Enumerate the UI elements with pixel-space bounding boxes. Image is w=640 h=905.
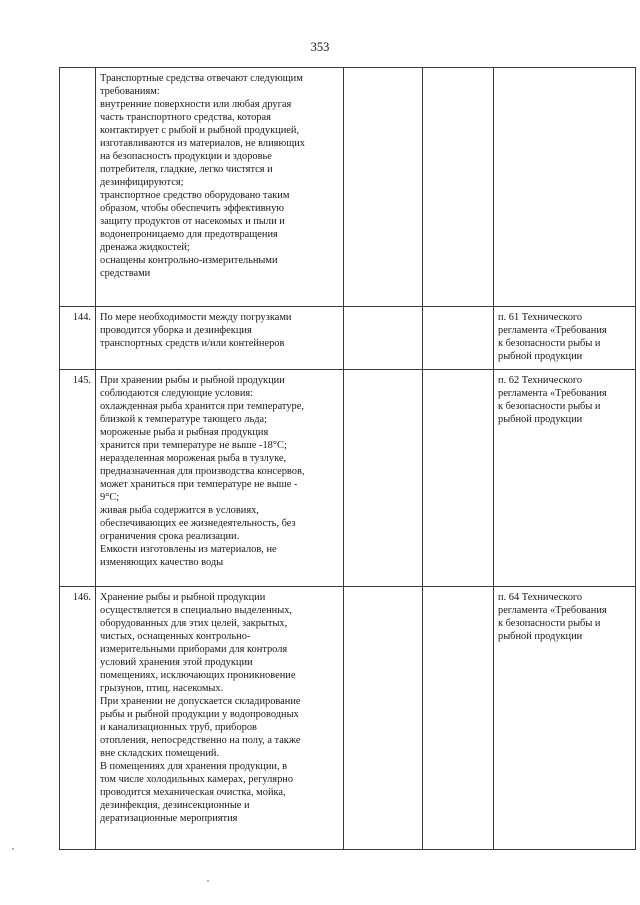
requirement-line: чистых, оснащенных контрольно- bbox=[100, 631, 251, 642]
row-number: 145. bbox=[60, 370, 96, 587]
table-row bbox=[60, 307, 636, 370]
requirement-line: 9°С; bbox=[100, 492, 120, 503]
requirement-line: В помещениях для хранения продукции, в bbox=[100, 761, 288, 772]
requirement-line: требованиям: bbox=[100, 86, 160, 97]
requirement-line: живая рыба содержится в условиях, bbox=[100, 505, 259, 516]
reference-line: регламента «Требования bbox=[498, 605, 607, 616]
requirement-line: Емкости изготовлены из материалов, не bbox=[100, 544, 277, 555]
requirement-line: помещениях, исключающих проникновение bbox=[100, 670, 296, 681]
requirement-line: обеспечивающих ее жизнедеятельность, без bbox=[100, 518, 296, 529]
scan-speck bbox=[207, 880, 209, 882]
reference-line: к безопасности рыбы и bbox=[498, 338, 601, 349]
row-number: 146. bbox=[60, 587, 96, 850]
requirement-line: Хранение рыбы и рыбной продукции bbox=[100, 592, 266, 603]
reference-line: рыбной продукции bbox=[498, 631, 583, 642]
requirement-line: транспортных средств и/или контейнеров bbox=[100, 338, 285, 349]
empty-cell bbox=[423, 587, 494, 850]
requirement-line: ограничения срока реализации. bbox=[100, 531, 240, 542]
reference-line: рыбной продукции bbox=[498, 351, 583, 362]
empty-cell bbox=[344, 587, 423, 850]
requirement-line: охлажденная рыба хранится при температуре, bbox=[100, 401, 304, 412]
requirement-line: По мере необходимости между погрузками bbox=[100, 312, 292, 323]
requirement-line: образом, чтобы обеспечить эффективную bbox=[100, 203, 285, 214]
requirement-line: осуществляется в специально выделенных, bbox=[100, 605, 293, 616]
requirement-line: измерительными приборами для контроля bbox=[100, 644, 288, 655]
requirement-line: грызунов, птиц, насекомых. bbox=[100, 683, 224, 694]
requirement-line: изменяющих качество воды bbox=[100, 557, 224, 568]
requirement-line: хранится при температуре не выше -18°С; bbox=[100, 440, 287, 451]
empty-cell bbox=[344, 307, 423, 370]
table-row bbox=[60, 587, 636, 850]
reference-line: к безопасности рыбы и bbox=[498, 401, 601, 412]
requirement-line: отопления, непосредственно на полу, а также bbox=[100, 735, 301, 746]
reference-line: регламента «Требования bbox=[498, 388, 607, 399]
empty-cell bbox=[423, 307, 494, 370]
requirement-line: изготавливаются из материалов, не влияющих bbox=[100, 138, 305, 149]
requirement-line: проводится механическая очистка, мойка, bbox=[100, 787, 286, 798]
requirement-line: потребителя, гладкие, легко чистятся и bbox=[100, 164, 273, 175]
requirement-line: неразделенная мороженая рыба в тузлуке, bbox=[100, 453, 287, 464]
requirement-line: вне складских помещений. bbox=[100, 748, 220, 759]
empty-cell bbox=[423, 68, 494, 307]
reference-cell bbox=[494, 587, 636, 850]
requirement-line: мороженые рыба и рыбная продукция bbox=[100, 427, 269, 438]
requirement-text bbox=[96, 587, 344, 850]
requirement-line: том числе холодильных камерах, регулярно bbox=[100, 774, 294, 785]
requirement-line: контактирует с рыбой и рыбной продукцией, bbox=[100, 125, 300, 136]
reference-cell bbox=[494, 307, 636, 370]
empty-cell bbox=[423, 370, 494, 587]
requirement-line: защиту продуктов от насекомых и пыли и bbox=[100, 216, 285, 227]
requirement-text bbox=[96, 307, 344, 370]
reference-line: п. 62 Технического bbox=[498, 375, 583, 386]
requirement-text bbox=[96, 370, 344, 587]
requirement-line: дезинфицируются; bbox=[100, 177, 184, 188]
empty-cell bbox=[344, 370, 423, 587]
requirement-line: дератизационные мероприятия bbox=[100, 813, 238, 824]
reference-line: регламента «Требования bbox=[498, 325, 607, 336]
requirement-line: водонепроницаемо для предотвращения bbox=[100, 229, 278, 240]
requirement-line: При хранении рыбы и рыбной продукции bbox=[100, 375, 285, 386]
row-number: 144. bbox=[60, 307, 96, 370]
reference-line: п. 64 Технического bbox=[498, 592, 583, 603]
reference-line: рыбной продукции bbox=[498, 414, 583, 425]
row-number bbox=[60, 68, 96, 307]
requirement-line: на безопасность продукции и здоровье bbox=[100, 151, 272, 162]
requirement-line: При хранении не допускается складирование bbox=[100, 696, 301, 707]
requirement-line: предназначенная для производства консервов, bbox=[100, 466, 305, 477]
requirement-line: средствами bbox=[100, 268, 151, 279]
reference-line: к безопасности рыбы и bbox=[498, 618, 601, 629]
reference-cell bbox=[494, 370, 636, 587]
requirement-line: дренажа жидкостей; bbox=[100, 242, 190, 253]
reference-cell bbox=[494, 68, 636, 307]
requirement-line: внутренние поверхности или любая другая bbox=[100, 99, 292, 110]
requirement-line: дезинфекция, дезинсекционные и bbox=[100, 800, 250, 811]
page-number: 353 bbox=[310, 40, 330, 54]
requirement-line: и канализационных труб, приборов bbox=[100, 722, 257, 733]
requirement-line: Транспортные средства отвечают следующим bbox=[100, 73, 303, 84]
requirement-line: транспортное средство оборудовано таким bbox=[100, 190, 290, 201]
requirement-line: оснащены контрольно-измерительными bbox=[100, 255, 278, 266]
requirement-line: близкой к температуре тающего льда; bbox=[100, 414, 267, 425]
requirement-line: оборудованных для этих целей, закрытых, bbox=[100, 618, 288, 629]
scan-speck bbox=[12, 848, 14, 850]
table-row bbox=[60, 370, 636, 587]
requirement-line: проводится уборка и дезинфекция bbox=[100, 325, 252, 336]
requirement-line: условий хранения этой продукции bbox=[100, 657, 253, 668]
requirements-table bbox=[59, 67, 636, 850]
requirement-text bbox=[96, 68, 344, 307]
requirement-line: часть транспортного средства, которая bbox=[100, 112, 271, 123]
requirement-line: может храниться при температуре не выше - bbox=[100, 479, 298, 490]
empty-cell bbox=[344, 68, 423, 307]
reference-line: п. 61 Технического bbox=[498, 312, 583, 323]
requirement-line: соблюдаются следующие условия: bbox=[100, 388, 254, 399]
requirement-line: рыбы и рыбной продукции у водопроводных bbox=[100, 709, 299, 720]
table-row bbox=[60, 68, 636, 307]
